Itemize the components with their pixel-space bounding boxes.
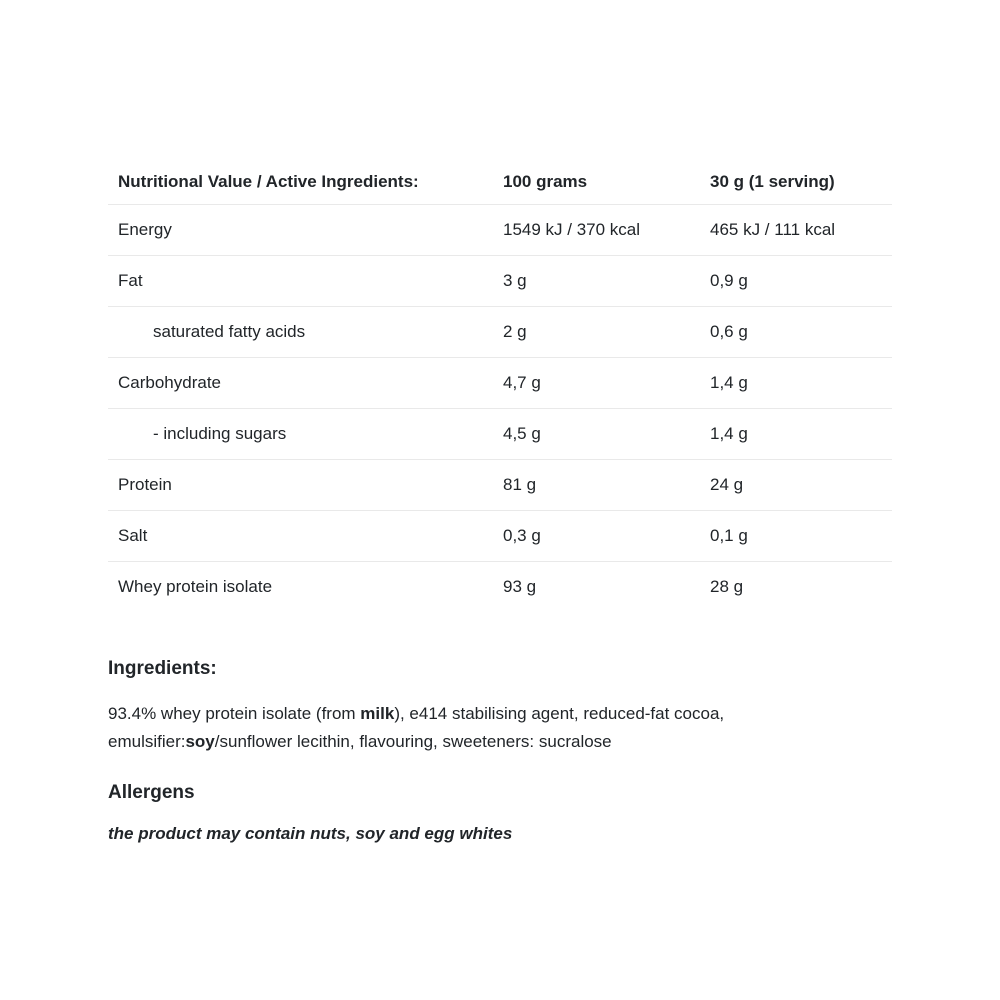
- row-value-100g: 2 g: [503, 322, 527, 341]
- row-value-serving: 0,1 g: [710, 526, 748, 545]
- row-value-100g: 81 g: [503, 475, 537, 494]
- row-value-100g: 93 g: [503, 577, 537, 596]
- ingredients-text: [108, 700, 892, 756]
- row-value-100g: 1549 kJ / 370 kcal: [503, 220, 641, 239]
- row-label: Whey protein isolate: [118, 577, 273, 596]
- row-value-serving: 28 g: [710, 577, 744, 596]
- table-row-carbohydrate: [108, 358, 892, 409]
- row-value-100g: 4,5 g: [503, 424, 541, 443]
- header-per-serving: 30 g (1 serving): [710, 172, 835, 191]
- ingredients-part: ), e414 stabilising agent, reduced-fat cocoa, emulsifier:: [108, 704, 725, 751]
- header-per-100g: 100 grams: [503, 172, 588, 191]
- row-label: Energy: [118, 220, 172, 239]
- table-row-protein: [108, 460, 892, 511]
- ingredients-allergen-soy: soy: [185, 732, 215, 751]
- row-value-serving: 1,4 g: [710, 424, 748, 443]
- ingredients-allergen-milk: milk: [360, 704, 395, 723]
- row-label: - including sugars: [153, 424, 287, 443]
- row-label: Carbohydrate: [118, 373, 222, 392]
- row-label: saturated fatty acids: [153, 322, 306, 341]
- row-value-100g: 0,3 g: [503, 526, 541, 545]
- row-value-100g: 4,7 g: [503, 373, 541, 392]
- row-value-serving: 0,6 g: [710, 322, 748, 341]
- nutrition-section: [108, 160, 892, 844]
- table-row-salt: [108, 511, 892, 562]
- table-row-including-sugars: [108, 409, 892, 460]
- row-label: Fat: [118, 271, 143, 290]
- table-row-energy: [108, 205, 892, 256]
- header-label: Nutritional Value / Active Ingredients:: [118, 172, 419, 191]
- table-header-row: [108, 160, 892, 205]
- row-value-serving: 1,4 g: [710, 373, 748, 392]
- ingredients-part: /sunflower lecithin, flavouring, sweeteners: sucralose: [214, 732, 612, 751]
- row-value-100g: 3 g: [503, 271, 527, 290]
- row-label: Salt: [118, 526, 148, 545]
- ingredients-part: 93.4% whey protein isolate (from: [108, 704, 361, 723]
- table-row-whey-protein-isolate: [108, 562, 892, 612]
- row-value-serving: 24 g: [710, 475, 744, 494]
- ingredients-heading: Ingredients:: [108, 658, 217, 679]
- allergens-heading: Allergens: [108, 782, 195, 803]
- table-row-fat: [108, 256, 892, 307]
- row-label: Protein: [118, 475, 172, 494]
- allergens-text: the product may contain nuts, soy and egg whites: [108, 824, 513, 843]
- nutrition-table: [108, 160, 892, 612]
- table-row-saturated-fatty-acids: [108, 307, 892, 358]
- row-value-serving: 465 kJ / 111 kcal: [710, 220, 836, 239]
- row-value-serving: 0,9 g: [710, 271, 748, 290]
